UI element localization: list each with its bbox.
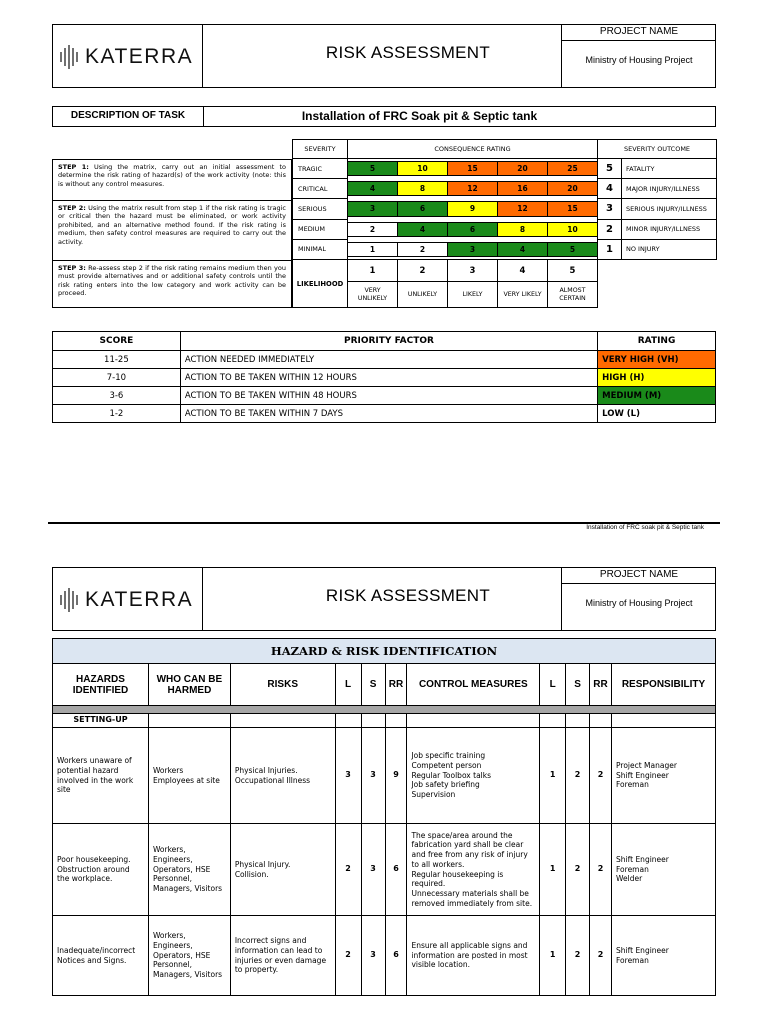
outcome-label: SERIOUS INJURY/ILLNESS bbox=[621, 198, 717, 219]
outcome-label: MAJOR INJURY/ILLNESS bbox=[621, 178, 717, 199]
s2-cell: 2 bbox=[566, 916, 590, 996]
rr2-cell: 2 bbox=[590, 916, 612, 996]
matrix-cell: 4 bbox=[347, 181, 398, 196]
col-s2: S bbox=[566, 664, 590, 706]
who-cell: Workers Employees at site bbox=[148, 728, 230, 824]
subsection-row bbox=[53, 714, 716, 728]
hazard-row bbox=[53, 916, 716, 996]
project-label: PROJECT NAME bbox=[599, 26, 679, 37]
likelihood-label: LIKELIHOOD bbox=[292, 259, 348, 308]
s1-cell: 3 bbox=[361, 728, 385, 824]
priority-row bbox=[53, 405, 716, 423]
matrix-cell: 10 bbox=[397, 161, 448, 176]
step-2 bbox=[52, 200, 292, 261]
outcome-label: FATALITY bbox=[621, 158, 717, 179]
likelihood-text: LIKELY bbox=[447, 281, 498, 308]
logo-text: KATERRA bbox=[85, 45, 194, 68]
priority-row bbox=[53, 351, 716, 369]
matrix-cell: 4 bbox=[397, 222, 448, 237]
hazard-table bbox=[52, 638, 716, 996]
s2-cell: 2 bbox=[566, 824, 590, 916]
gray-band bbox=[53, 706, 716, 714]
hazard-header-row bbox=[53, 664, 716, 706]
outcome-number: 2 bbox=[597, 219, 622, 240]
likelihood-number: 1 bbox=[347, 259, 398, 282]
col-rr2: RR bbox=[590, 664, 612, 706]
severity-header: SEVERITY bbox=[292, 139, 348, 159]
logo-text: KATERRA bbox=[85, 588, 194, 611]
rr2-cell: 2 bbox=[590, 824, 612, 916]
severity-label: MINIMAL bbox=[292, 239, 348, 260]
outcome-number: 3 bbox=[597, 198, 622, 219]
severity-label: MEDIUM bbox=[292, 219, 348, 240]
priority-rating: LOW (L) bbox=[598, 405, 716, 423]
risks-cell: Incorrect signs and information can lead to injuries or even damage to property. bbox=[230, 916, 335, 996]
controls-cell: The space/area around the fabrication yard shall be clear and free from any risk of injury to all workers. Regular housekeeping is required. Unnecessary materials shall be removed immediately from site. bbox=[407, 824, 540, 916]
matrix-cell: 10 bbox=[547, 222, 598, 237]
project-label: PROJECT NAME bbox=[599, 569, 679, 580]
priority-header-rating: RATING bbox=[598, 332, 716, 351]
matrix-cell: 15 bbox=[447, 161, 498, 176]
col-s1: S bbox=[361, 664, 385, 706]
col-l1: L bbox=[335, 664, 361, 706]
risks-cell: Physical Injuries. Occupational Illness bbox=[230, 728, 335, 824]
step-1-text: Using the matrix, carry out an initial assessment to determine the risk rating of hazard(s) of the work activity (note: this is without any control measures. bbox=[58, 163, 286, 188]
section-title: HAZARD & RISK IDENTIFICATION bbox=[53, 639, 716, 664]
task-description-row bbox=[52, 106, 716, 127]
hazard-cell: Inadequate/incorrect Notices and Signs. bbox=[53, 916, 149, 996]
priority-row bbox=[53, 387, 716, 405]
l1-cell: 2 bbox=[335, 916, 361, 996]
likelihood-text: UNLIKELY bbox=[397, 281, 448, 308]
rr1-cell: 9 bbox=[385, 728, 407, 824]
responsibility-cell: Shift Engineer Foreman Welder bbox=[612, 824, 716, 916]
col-hazards: HAZARDS IDENTIFIED bbox=[53, 664, 149, 706]
priority-rating: HIGH (H) bbox=[598, 369, 716, 387]
matrix-cell: 3 bbox=[447, 242, 498, 257]
step-2-text: Using the matrix result from step 1 if the risk rating is tragic or critical then the hazard must be eliminated, or work activity prohibited, and an alternative method found. If the risk rating is medium, then safety control measures are required to carry out the activity. bbox=[58, 204, 286, 246]
matrix-cell: 12 bbox=[497, 201, 548, 216]
matrix-cell: 3 bbox=[347, 201, 398, 216]
priority-score: 1-2 bbox=[53, 405, 181, 423]
priority-score: 3-6 bbox=[53, 387, 181, 405]
matrix-cell: 16 bbox=[497, 181, 548, 196]
controls-cell: Job specific training Competent person Regular Toolbox talks Job safety briefing Supervision bbox=[407, 728, 540, 824]
matrix-cell: 6 bbox=[397, 201, 448, 216]
matrix-cell: 25 bbox=[547, 161, 598, 176]
matrix-cell: 9 bbox=[447, 201, 498, 216]
outcome-label: MINOR INJURY/ILLNESS bbox=[621, 219, 717, 240]
likelihood-number: 4 bbox=[497, 259, 548, 282]
katerra-logo bbox=[59, 43, 204, 71]
page-title: RISK ASSESSMENT bbox=[325, 43, 491, 62]
outcome-header: SEVERITY OUTCOME bbox=[597, 139, 717, 159]
outcome-label: NO INJURY bbox=[621, 239, 717, 260]
page2-header bbox=[52, 567, 716, 631]
rr1-cell: 6 bbox=[385, 824, 407, 916]
priority-header-factor: PRIORITY FACTOR bbox=[180, 332, 597, 351]
s1-cell: 3 bbox=[361, 916, 385, 996]
priority-row bbox=[53, 369, 716, 387]
s1-cell: 3 bbox=[361, 824, 385, 916]
matrix-cell: 8 bbox=[397, 181, 448, 196]
outcome-number: 4 bbox=[597, 178, 622, 199]
matrix-cell: 5 bbox=[347, 161, 398, 176]
step-3 bbox=[52, 260, 292, 308]
likelihood-text: ALMOST CERTAIN bbox=[547, 281, 598, 308]
matrix-cell: 2 bbox=[347, 222, 398, 237]
matrix-cell: 6 bbox=[447, 222, 498, 237]
matrix-cell: 8 bbox=[497, 222, 548, 237]
step-1 bbox=[52, 159, 292, 201]
likelihood-text: VERY LIKELY bbox=[497, 281, 548, 308]
page1-header bbox=[52, 24, 716, 88]
step-3-title: STEP 3: bbox=[58, 264, 86, 272]
severity-label: SERIOUS bbox=[292, 198, 348, 219]
responsibility-cell: Shift Engineer Foreman bbox=[612, 916, 716, 996]
priority-header-row bbox=[53, 332, 716, 351]
task-value: Installation of FRC Soak pit & Septic tank bbox=[301, 109, 538, 123]
matrix-cell: 2 bbox=[397, 242, 448, 257]
step-3-text: Re-assess step 2 if the risk rating remains medium then you must provide alternatives and or additional safety controls until the risk rating enters into the low category and work activity can be proceed. bbox=[58, 264, 286, 298]
responsibility-cell: Project Manager Shift Engineer Foreman bbox=[612, 728, 716, 824]
likelihood-number: 3 bbox=[447, 259, 498, 282]
priority-rating: MEDIUM (M) bbox=[598, 387, 716, 405]
l1-cell: 2 bbox=[335, 824, 361, 916]
col-rr1: RR bbox=[385, 664, 407, 706]
project-name: Ministry of Housing Project bbox=[585, 598, 693, 608]
outcome-number: 1 bbox=[597, 239, 622, 260]
hazard-row bbox=[53, 824, 716, 916]
who-cell: Workers, Engineers, Operators, HSE Personnel, Managers, Visitors bbox=[148, 824, 230, 916]
col-controls: CONTROL MEASURES bbox=[407, 664, 540, 706]
l2-cell: 1 bbox=[540, 824, 566, 916]
hazard-cell: Workers unaware of potential hazard involved in the work site bbox=[53, 728, 149, 824]
matrix-cell: 12 bbox=[447, 181, 498, 196]
l2-cell: 1 bbox=[540, 916, 566, 996]
priority-score: 7-10 bbox=[53, 369, 181, 387]
priority-factor: ACTION TO BE TAKEN WITHIN 48 HOURS bbox=[180, 387, 597, 405]
col-who: WHO CAN BE HARMED bbox=[148, 664, 230, 706]
matrix-cell: 20 bbox=[497, 161, 548, 176]
task-label: DESCRIPTION OF TASK bbox=[70, 110, 186, 121]
page-footer: Installation of FRC soak pit & Septic tank bbox=[586, 524, 704, 531]
priority-rating: VERY HIGH (VH) bbox=[598, 351, 716, 369]
priority-factor: ACTION TO BE TAKEN WITHIN 12 HOURS bbox=[180, 369, 597, 387]
priority-header-score: SCORE bbox=[53, 332, 181, 351]
hazard-cell: Poor housekeeping. Obstruction around the workplace. bbox=[53, 824, 149, 916]
page-title: RISK ASSESSMENT bbox=[325, 586, 491, 605]
matrix-cell: 1 bbox=[347, 242, 398, 257]
hazard-row bbox=[53, 728, 716, 824]
consequence-header: CONSEQUENCE RATING bbox=[347, 139, 598, 159]
l2-cell: 1 bbox=[540, 728, 566, 824]
subsection-label: SETTING-UP bbox=[53, 714, 149, 728]
likelihood-number: 2 bbox=[397, 259, 448, 282]
likelihood-number: 5 bbox=[547, 259, 598, 282]
rr1-cell: 6 bbox=[385, 916, 407, 996]
risks-cell: Physical Injury. Collision. bbox=[230, 824, 335, 916]
step-2-title: STEP 2: bbox=[58, 204, 86, 212]
matrix-cell: 4 bbox=[497, 242, 548, 257]
likelihood-text: VERY UNLIKELY bbox=[347, 281, 398, 308]
project-name: Ministry of Housing Project bbox=[585, 55, 693, 65]
rr2-cell: 2 bbox=[590, 728, 612, 824]
matrix-cell: 15 bbox=[547, 201, 598, 216]
s2-cell: 2 bbox=[566, 728, 590, 824]
katerra-logo-icon bbox=[59, 587, 81, 613]
matrix-cell: 20 bbox=[547, 181, 598, 196]
step-1-title: STEP 1: bbox=[58, 163, 89, 171]
controls-cell: Ensure all applicable signs and information are posted in most visible location. bbox=[407, 916, 540, 996]
who-cell: Workers, Engineers, Operators, HSE Personnel, Managers, Visitors bbox=[148, 916, 230, 996]
priority-score: 11-25 bbox=[53, 351, 181, 369]
priority-factor: ACTION TO BE TAKEN WITHIN 7 DAYS bbox=[180, 405, 597, 423]
katerra-logo bbox=[59, 586, 204, 614]
severity-label: TRAGIC bbox=[292, 158, 348, 179]
col-responsibility: RESPONSIBILITY bbox=[612, 664, 716, 706]
priority-factor: ACTION NEEDED IMMEDIATELY bbox=[180, 351, 597, 369]
outcome-number: 5 bbox=[597, 158, 622, 179]
katerra-logo-icon bbox=[59, 44, 81, 70]
col-l2: L bbox=[540, 664, 566, 706]
matrix-cell: 5 bbox=[547, 242, 598, 257]
priority-table bbox=[52, 331, 716, 423]
severity-label: CRITICAL bbox=[292, 178, 348, 199]
l1-cell: 3 bbox=[335, 728, 361, 824]
col-risks: RISKS bbox=[230, 664, 335, 706]
